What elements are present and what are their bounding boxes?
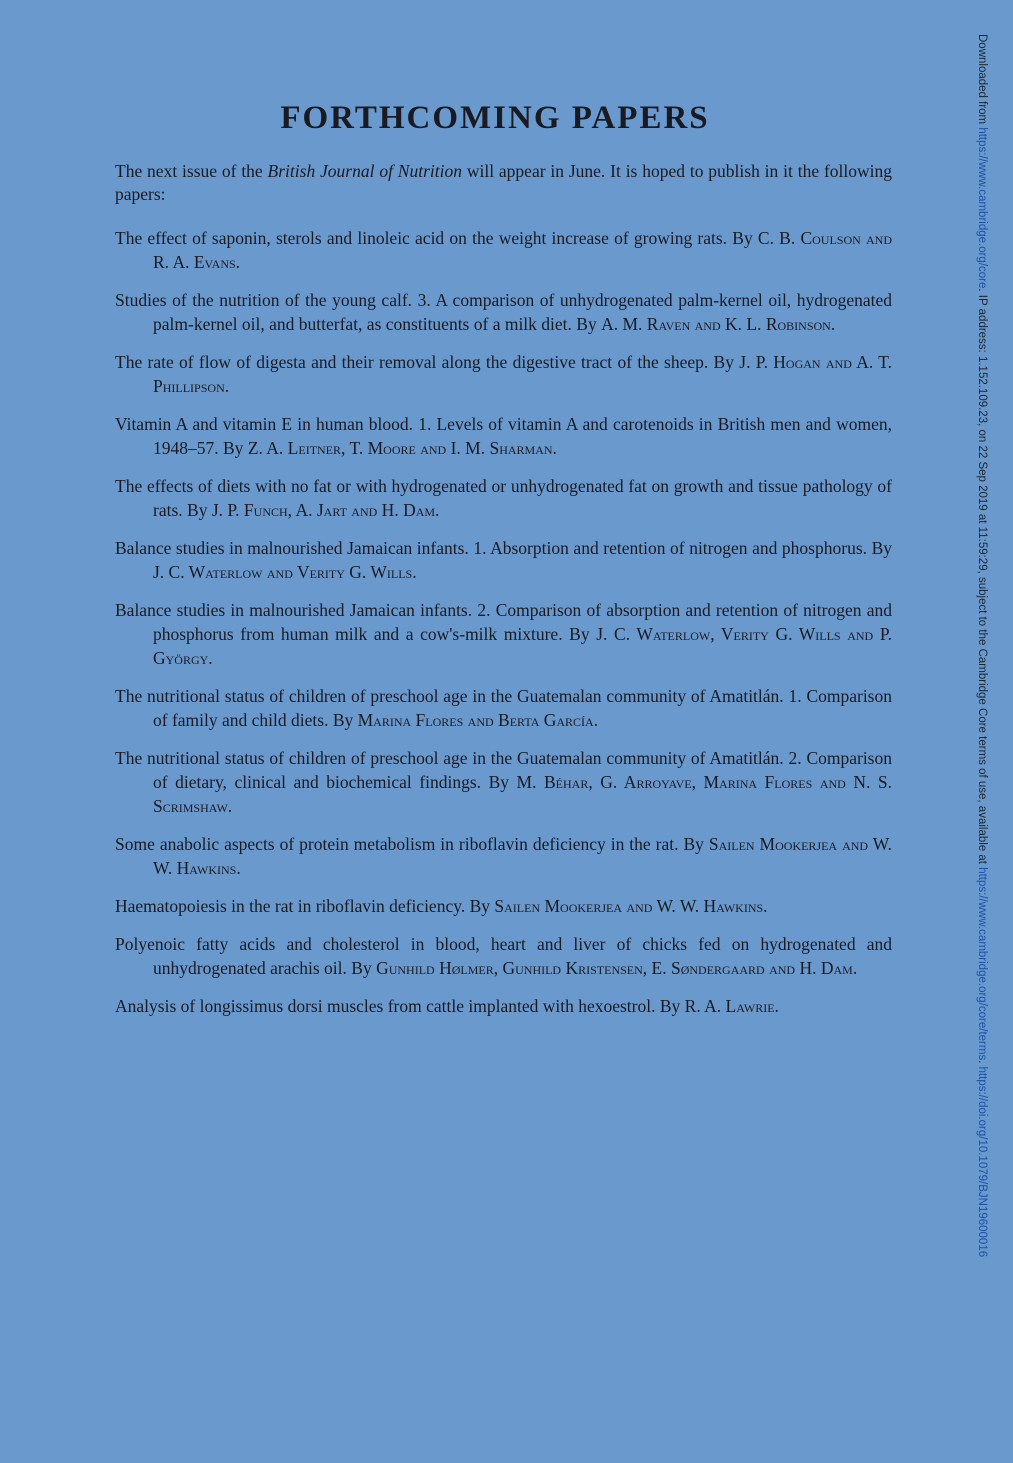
paper-title: The nutritional status of children of preschool age in the Guatemalan community of Amatitlán. 1. Comparison of family and child diets. By: [115, 686, 892, 730]
paper-title: The nutritional status of children of preschool age in the Guatemalan community of Amatitlán. 2. Comparison of dietary, clinical and biochemical findings. By: [115, 748, 892, 792]
paper-entry: [115, 894, 892, 918]
paper-entry: [115, 536, 892, 584]
paper-title: The rate of flow of digesta and their removal along the digestive tract of the sheep. By: [115, 352, 740, 372]
paper-authors: R. A. Lawrie.: [684, 996, 779, 1016]
paper-authors: J. C. Waterlow, Verity G. Wills and P. György.: [153, 624, 892, 668]
page-title: FORTHCOMING PAPERS: [280, 100, 710, 136]
paper-title: Balance studies in malnourished Jamaican infants. 2. Comparison of absorption and retention of nitrogen and phosphorus from human milk and a cow's-milk mixture. By: [115, 600, 892, 644]
paper-entry: [115, 932, 892, 980]
link-separator: .: [976, 1060, 988, 1067]
paper-title: Some anabolic aspects of protein metabolism in riboflavin deficiency in the rat. By: [115, 834, 709, 854]
journal-name: British Journal of Nutrition: [267, 161, 462, 181]
paper-authors: A. M. Raven and K. L. Robinson.: [601, 314, 836, 334]
paper-authors: Z. A. Leitner, T. Moore and I. M. Sharman.: [247, 438, 557, 458]
paper-authors: J. P. Hogan and A. T. Phillipson.: [153, 352, 892, 396]
paper-entry: [115, 994, 892, 1018]
paper-entry: [115, 832, 892, 880]
paper-title: Haematopoiesis in the rat in riboflavin deficiency. By: [115, 896, 495, 916]
paper-authors: C. B. Coulson and R. A. Evans.: [153, 228, 892, 272]
paper-title: Polyenoic fatty acids and cholesterol in blood, heart and liver of chicks fed on hydrogenated and unhydrogenated arachis oil. By: [115, 934, 892, 978]
paper-authors: J. C. Waterlow and Verity G. Wills.: [153, 562, 417, 582]
paper-entry: [115, 350, 892, 398]
paper-title: Balance studies in malnourished Jamaican infants. 1. Absorption and retention of nitrogen and phosphorus. By: [115, 538, 892, 558]
paper-title: The effect of saponin, sterols and linoleic acid on the weight increase of growing rats. By: [115, 228, 758, 248]
paper-entry: [115, 746, 892, 818]
paper-title: Analysis of longissimus dorsi muscles from cattle implanted with hexoestrol. By: [115, 996, 685, 1016]
paper-entry: [115, 598, 892, 670]
intro-paragraph: [115, 160, 892, 206]
paper-title: Vitamin A and vitamin E in human blood. 1. Levels of vitamin A and carotenoids in British men and women, 1948–57. By: [115, 414, 892, 458]
papers-list: [115, 226, 892, 1032]
paper-title: The effects of diets with no fat or with hydrogenated or unhydrogenated fat on growth and tissue pathology of rats. By: [115, 476, 892, 520]
intro-text-after: will appear in June. It is hoped to publish in it the following papers:: [115, 161, 892, 204]
paper-authors: Marina Flores and Berta García.: [357, 710, 599, 730]
download-prefix: Downloaded from: [976, 34, 988, 128]
cambridge-core-link[interactable]: https://www.cambridge.org/core: [976, 127, 988, 289]
paper-title: Studies of the nutrition of the young calf. 3. A comparison of unhydrogenated palm-kernel oil, hydrogenated palm-kernel oil, and butterfat, as constituents of a milk diet. By: [115, 290, 892, 334]
paper-authors: Gunhild Hølmer, Gunhild Kristensen, E. Søndergaard and H. Dam.: [376, 958, 858, 978]
terms-link[interactable]: https://www.cambridge.org/core/terms: [976, 867, 988, 1061]
paper-authors: J. P. Funch, A. Jart and H. Dam.: [211, 500, 440, 520]
paper-authors: Sailen Mookerjea and W. W. Hawkins.: [153, 834, 893, 878]
paper-entry: [115, 226, 892, 274]
paper-entry: [115, 288, 892, 336]
paper-entry: [115, 474, 892, 522]
download-notice: [976, 34, 988, 1257]
paper-authors: Sailen Mookerjea and W. W. Hawkins.: [494, 896, 768, 916]
paper-entry: [115, 684, 892, 732]
paper-authors: M. Béhar, G. Arroyave, Marina Flores and N. S. Scrimshaw.: [153, 772, 892, 816]
doi-link[interactable]: https://doi.org/10.1079/BJN19600016: [976, 1066, 988, 1258]
intro-text-before: The next issue of the: [115, 161, 268, 181]
ip-access-notice: . IP address: 1.152.109.23, on 22 Sep 2019 at 11:59:29, subject to the Cambridge Core terms of use, available at: [976, 288, 988, 868]
paper-entry: [115, 412, 892, 460]
